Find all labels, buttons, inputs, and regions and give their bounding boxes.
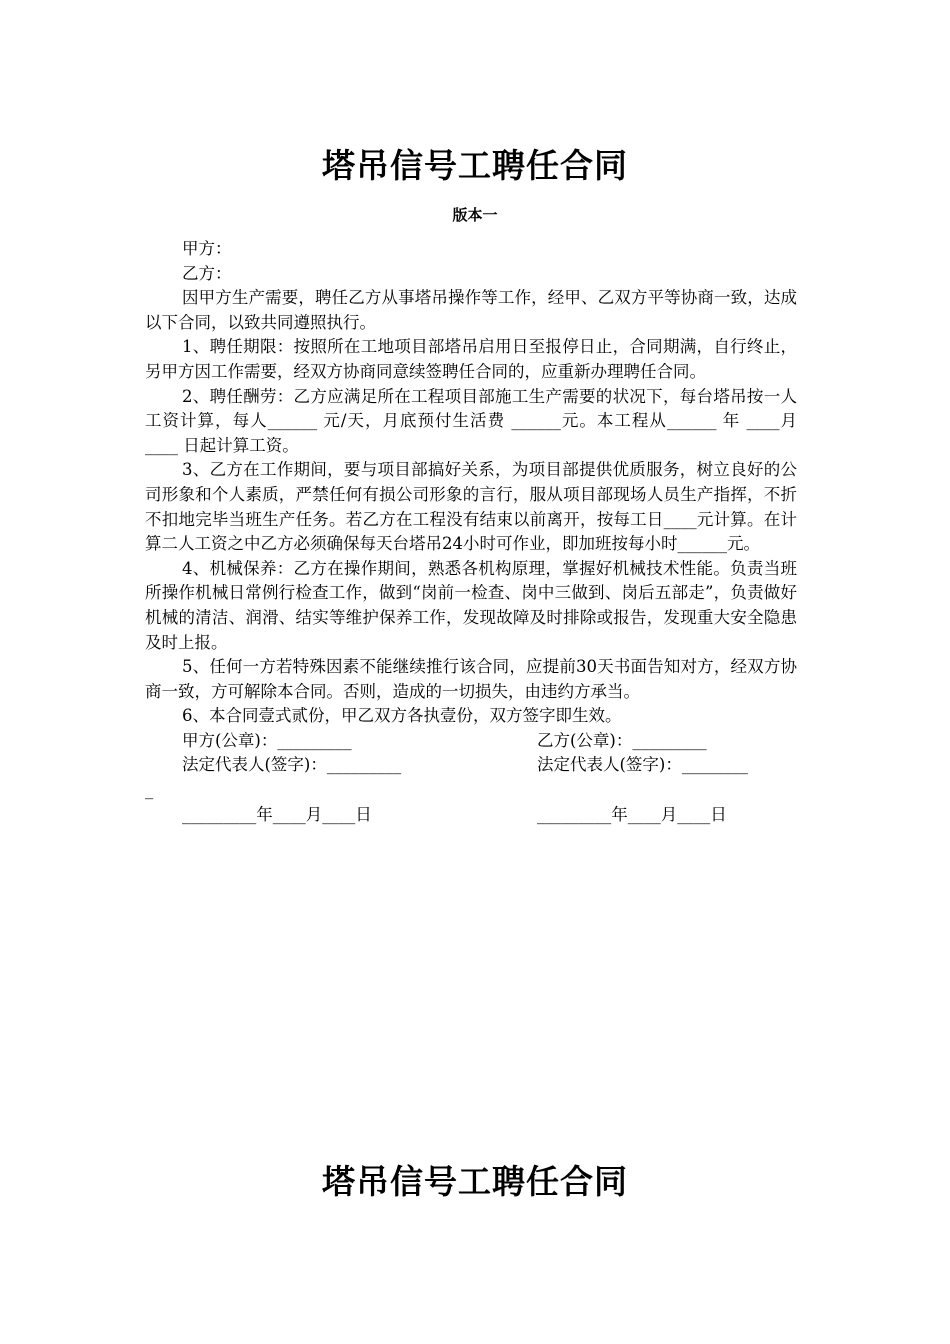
seal-row <box>145 729 797 754</box>
party-a-date-field: _________年____月____日 <box>182 804 372 824</box>
party-b-line: 乙方： <box>182 263 232 283</box>
document-title: 塔吊信号工聘任合同 <box>322 146 628 185</box>
intro-paragraph: 因甲方生产需要，聘任乙方从事塔吊操作等工作，经甲、乙双方平等协商一致，达成以下合同，以致共同遵照执行。 <box>145 288 797 332</box>
party-a-seal-field: 甲方(公章)：_________ <box>182 730 352 750</box>
clause-1: 1、聘任期限：按照所在工地项目部塔吊启用日至报停日止，合同期满，自行终止，另甲方因工作需要，经双方协商同意续签聘任合同的，应重新办理聘任合同。 <box>145 337 797 381</box>
version-label: 版本一 <box>452 206 498 224</box>
party-a-representative-field: 法定代表人(签字)：_________ <box>182 755 402 775</box>
contract-body <box>145 237 797 827</box>
date-row <box>145 803 797 828</box>
document-title-repeat: 塔吊信号工聘任合同 <box>322 1162 628 1201</box>
clause-2: 2、聘任酬劳：乙方应满足所在工程项目部施工生产需要的状况下，每台塔吊按一人工资计算，每人______ 元/天，月底预付生活费 ______元。本工程从______ 年 ____月____ 日起计算工资。 <box>145 386 797 455</box>
party-b-seal-field: 乙方(公章)：_________ <box>537 730 707 750</box>
party-b-date-field: _________年____月____日 <box>537 804 727 824</box>
clause-5: 5、任何一方若特殊因素不能继续推行该合同，应提前30天书面告知对方，经双方协商一致，方可解除本合同。否则，造成的一切损失，由违约方承当。 <box>145 657 797 701</box>
clause-3: 3、乙方在工作期间，要与项目部搞好关系，为项目部提供优质服务，树立良好的公司形象和个人素质，严禁任何有损公司形象的言行，服从项目部现场人员生产指挥，不折不扣地完毕当班生产任务。若乙方在工程没有结束以前离开，按每工日____元计算。在计算二人工资之中乙方必须确保每天台塔吊24小时可作业，即加班按每小时______元。 <box>145 460 797 554</box>
stray-underscore: _ <box>145 780 154 800</box>
clause-6: 6、本合同壹式贰份，甲乙双方各执壹份，双方签字即生效。 <box>182 706 622 726</box>
party-a-line: 甲方： <box>182 239 232 258</box>
representative-row <box>145 753 797 778</box>
clause-4: 4、机械保养：乙方在操作期间，熟悉各机构原理，掌握好机械技术性能。负责当班所操作机械日常例行检查工作，做到“岗前一检查、岗中三做到、岗后五部走”，负责做好机械的清洁、润滑、结实等维护保养工作，发现故障及时排除或报告，发现重大安全隐患及时上报。 <box>145 558 797 652</box>
party-b-representative-field: 法定代表人(签字)：________ <box>537 755 748 775</box>
